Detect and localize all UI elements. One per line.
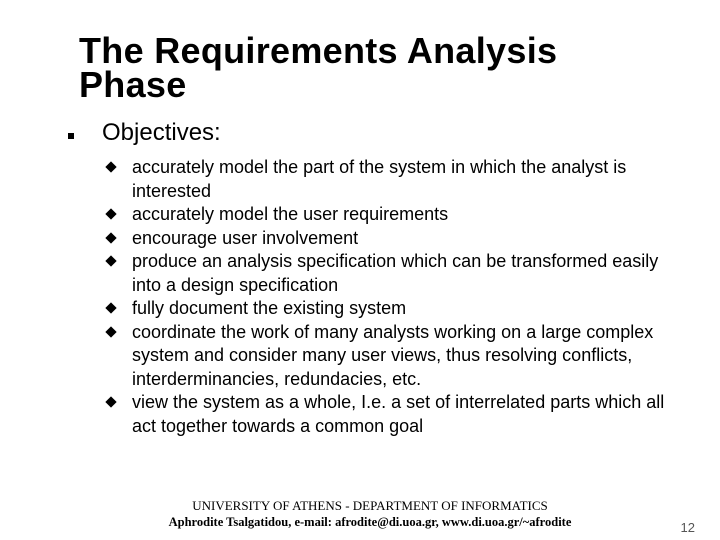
slide-title-line-2: Phase [79,64,187,105]
diamond-bullet-icon [105,208,116,219]
diamond-bullet-icon [105,302,116,313]
list-item [0,391,720,438]
list-item [0,227,720,251]
diamond-bullet-icon [105,255,116,266]
list-item-text: accurately model the user requirements [132,204,449,224]
list-item [0,321,720,392]
page-number: 12 [680,520,695,535]
diamond-bullet-icon [105,161,116,172]
list-item [0,156,720,203]
list-item [0,203,720,227]
list-item-text: coordinate the work of many analysts working on a large complex system and consider many user views, thus resolving conflicts, interderminancies, redundacies, etc. [132,321,654,389]
objectives-list [0,156,720,438]
list-item-text: fully document the existing system [132,298,407,318]
list-item-text: view the system as a whole, I.e. a set of interrelated parts which all act together towards a common goal [132,392,665,436]
diamond-bullet-icon [105,232,116,243]
footer-institution: UNIVERSITY OF ATHENS - DEPARTMENT OF INFORMATICS [192,498,548,513]
objectives-heading: Objectives: [102,119,221,146]
list-item-text: encourage user involvement [132,227,359,248]
list-item-text: accurately model the part of the system in which the analyst is interested [132,157,627,201]
list-item-text: produce an analysis specification which can be transformed easily into a design specification [132,251,659,295]
diamond-bullet-icon [105,396,116,407]
diamond-bullet-icon [105,326,116,337]
slide-footer [120,498,620,530]
list-item [0,297,720,321]
square-bullet-icon [68,133,74,139]
slide-title-line-1: The Requirements Analysis [79,30,558,71]
footer-author-contact: Aphrodite Tsalgatidou, e-mail: afrodite@di.uoa.gr, www.di.uoa.gr/~afrodite [168,515,572,529]
slide-title [79,30,679,105]
list-item [0,250,720,297]
